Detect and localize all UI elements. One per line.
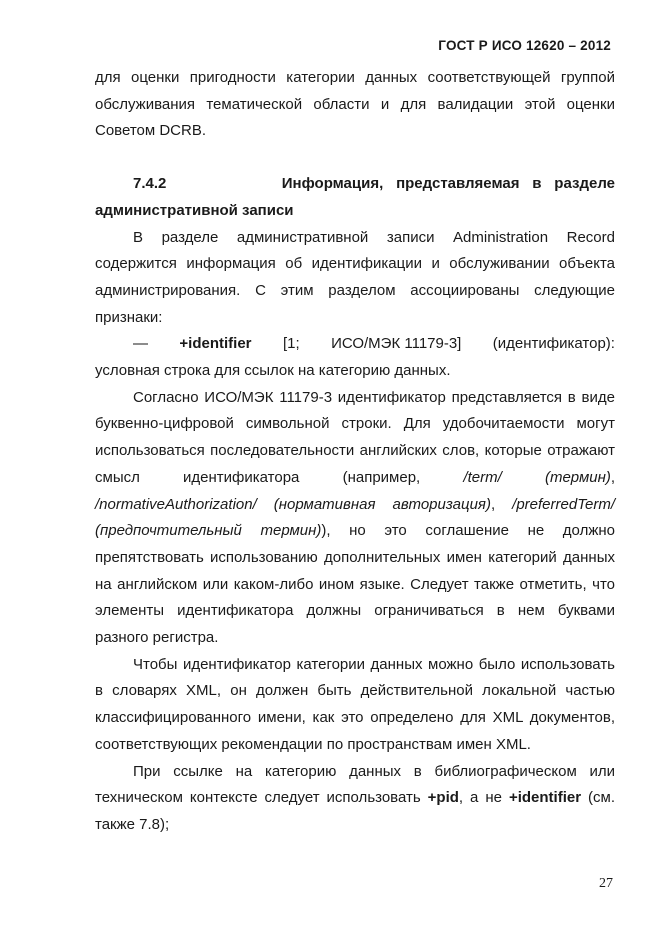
para2-text-b: ), но это соглашение не должно препятствовать использованию дополнительных имен категорий данных на английском или каком-либо ином языке. Следует также отметить, что элементы идентификатора должны ограничиваться в нем буквами разного регистра. <box>95 522 615 647</box>
paragraph-bibliographic-reference <box>95 759 615 839</box>
example-term: /term/ (термин) <box>463 468 611 486</box>
section-heading <box>95 171 615 224</box>
separator-2: , <box>490 495 513 513</box>
separator-1: , <box>610 468 616 486</box>
para4-text-a: При ссылке на категорию данных в библиографическом или техническом контексте следует использовать <box>95 762 615 807</box>
reference-standard: ИСО/МЭК 11179-3] <box>331 335 462 353</box>
identifier-term: +identifier <box>179 335 252 353</box>
para2-text-a: Согласно ИСО/МЭК 11179-3 идентификатор представляется в виде буквенно-цифровой символьной строки. Для удобочитаемости могут использоваться последовательности английских слов, которые отражают смысл идентификатора (например, <box>95 388 615 486</box>
intro-paragraph: для оценки пригодности категории данных соответствующей группой обслуживания тематической области и для валидации этой оценки Советом DCRB. <box>95 69 615 140</box>
paragraph-identifier-format <box>95 385 615 652</box>
pid-term: +pid <box>427 789 459 807</box>
identifier-gloss: (идентификатор): <box>492 335 615 353</box>
identifier-term-inline: +identifier <box>508 789 582 807</box>
standard-header: ГОСТ Р ИСО 12620 – 2012 <box>438 38 611 53</box>
list-item-continuation: условная строка для ссылок на категорию данных. <box>95 362 451 380</box>
page-body <box>95 65 615 839</box>
para4-text-b: , а не <box>458 789 509 807</box>
para4-text-c: (см. также 7.8); <box>95 789 615 833</box>
section-number: 7.4.2 <box>133 175 167 193</box>
list-dash: — <box>133 335 148 353</box>
list-item-identifier <box>95 331 615 358</box>
example-preferred-term: /preferredTerm/ (предпочтительный термин) <box>95 495 615 540</box>
page-number: 27 <box>599 876 613 891</box>
paragraph-xml-dictionaries: Чтобы идентификатор категории данных можно было использовать в словарях XML, он должен быть действительной локальной частью классифицированного имени, как это определено для XML документов, соответствующих рекомендации по пространствам имен XML. <box>95 655 615 753</box>
section-title: Информация, представляемая в разделе административной записи <box>95 175 615 219</box>
paragraph-administration-record: В разделе административной записи Administration Record содержится информация об идентификации и обслуживании объекта администрирования. С этим разделом ассоциированы следующие признаки: <box>95 228 615 326</box>
example-normative-authorization: /normativeAuthorization/ (нормативная авторизация) <box>95 495 491 513</box>
reference-open: [1; <box>282 335 300 353</box>
